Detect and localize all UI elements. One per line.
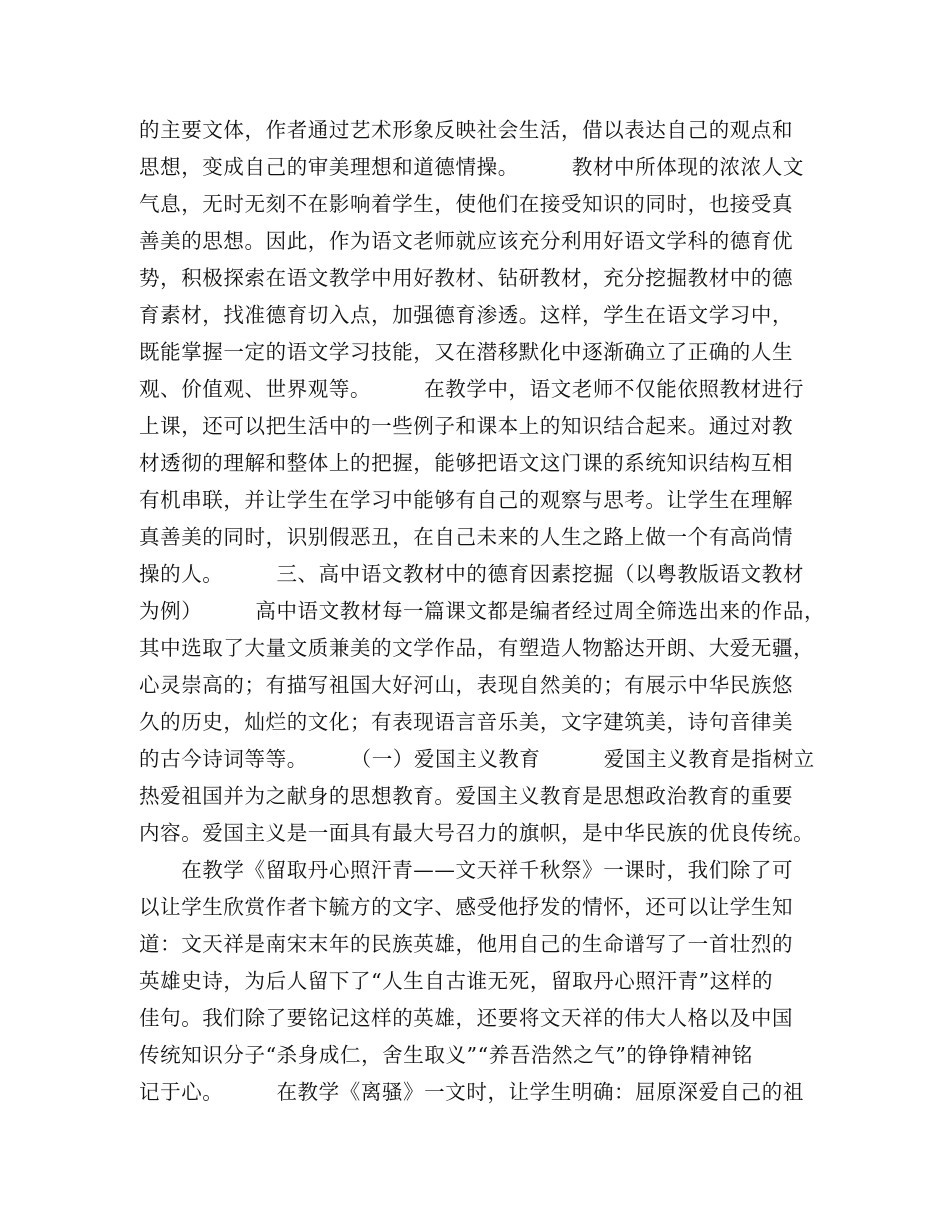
text-line-8: 观、价值观、世界观等。 在教学中，语文老师不仅能依照教材进行 <box>139 377 804 401</box>
body-text <box>139 112 829 1111</box>
text-line-14: 为例） 高中语文教材每一篇课文都是编者经过周全筛选出来的作品， <box>139 599 826 623</box>
text-line-24: 英雄史诗，为后人留下了“人生自古谁无死，留取丹心照汗青”这样的 <box>139 969 774 993</box>
text-line-6: 育素材，找准德育切入点，加强德育渗透。这样，学生在语文学习中， <box>139 303 794 327</box>
text-line-11: 有机串联，并让学生在学习中能够有自己的观察与思考。让学生在理解 <box>139 488 794 512</box>
text-line-22: 以让学生欣赏作者卞毓方的文字、感受他抒发的情怀，还可以让学生知 <box>139 895 794 919</box>
text-line-19: 热爱祖国并为之献身的思想教育。爱国主义教育是思想政治教育的重要 <box>139 784 794 808</box>
text-line-1: 的主要文体，作者通过艺术形象反映社会生活，借以表达自己的观点和 <box>139 118 794 142</box>
text-line-4: 善美的思想。因此，作为语文老师就应该充分利用好语文学科的德育优 <box>139 229 794 253</box>
text-line-21: 在教学《留取丹心照汗青——文天祥千秋祭》一课时，我们除了可 <box>139 858 794 882</box>
text-line-16: 心灵崇高的；有描写祖国大好河山，表现自然美的；有展示中华民族悠 <box>139 673 794 697</box>
text-line-25: 佳句。我们除了要铭记这样的英雄，还要将文天祥的伟大人格以及中国 <box>139 1006 794 1030</box>
text-line-3: 气息，无时无刻不在影响着学生，使他们在接受知识的同时，也接受真 <box>139 192 794 216</box>
text-line-15: 其中选取了大量文质兼美的文学作品，有塑造人物豁达开朗、大爱无疆， <box>139 636 815 660</box>
text-line-18: 的古今诗词等等。 （一）爱国主义教育 爱国主义教育是指树立 <box>139 747 815 771</box>
text-line-12: 真善美的同时，识别假恶丑，在自己未来的人生之路上做一个有高尚情 <box>139 525 794 549</box>
text-line-7: 既能掌握一定的语文学习技能，又在潜移默化中逐渐确立了正确的人生 <box>139 340 794 364</box>
text-line-5: 势，积极探索在语文教学中用好教材、钻研教材，充分挖掘教材中的德 <box>139 266 794 290</box>
text-line-2: 思想，变成自己的审美理想和道德情操。 教材中所体现的浓浓人文 <box>139 155 804 179</box>
text-line-9: 上课，还可以把生活中的一些例子和课本上的知识结合起来。通过对教 <box>139 414 794 438</box>
text-line-26: 传统知识分子“杀身成仁，舍生取义”“养吾浩然之气”的铮铮精神铭 <box>139 1043 754 1067</box>
text-line-13: 操的人。 三、高中语文教材中的德育因素挖掘（以粤教版语文教材 <box>139 562 804 586</box>
text-line-27: 记于心。 在教学《离骚》一文时，让学生明确：屈原深爱自己的祖 <box>139 1080 804 1104</box>
text-line-10: 材透彻的理解和整体上的把握，能够把语文这门课的系统知识结构互相 <box>139 451 794 475</box>
text-line-20: 内容。爱国主义是一面具有最大号召力的旗帜，是中华民族的优良传统。 <box>139 821 815 845</box>
text-line-23: 道：文天祥是南宋末年的民族英雄，他用自己的生命谱写了一首壮烈的 <box>139 932 794 956</box>
text-line-17: 久的历史，灿烂的文化；有表现语言音乐美，文字建筑美，诗句音律美 <box>139 710 794 734</box>
